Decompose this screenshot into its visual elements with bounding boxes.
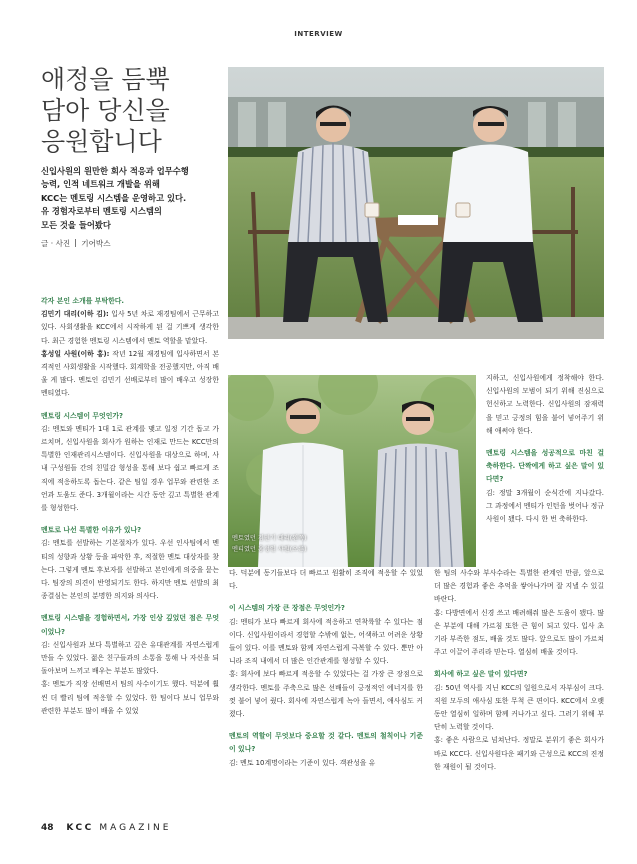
article-column-1 <box>41 295 219 718</box>
answer-paragraph: 홍: 멘토가 직장 선배면서 팀의 사수이기도 했다. 덕분에 훨씬 더 빨리 팀에 적응할 수 있었다. 한 팀이다 보니 업무와 관련한 부분도 많이 배울 수 있었 <box>41 680 219 715</box>
speaker-label: 홍성일 사원(이하 홍): <box>41 349 110 358</box>
answer-paragraph: 한 팀의 사수와 부사수라는 특별한 관계인 만큼, 앞으로 더 많은 경험과 좋은 추억을 쌓아나가며 잘 지낼 수 있길 바란다. <box>434 569 604 604</box>
answer-paragraph: 지하고, 신입사원에게 정착해야 한다. 신입사원의 모범이 되기 위해 진심으로 헌신하고 노력한다. 신입사원의 잠재력을 믿고 긍정의 힘을 불어 넣어주기 위해 애써야 한다. <box>486 374 604 435</box>
lead-line: KCC는 멘토링 시스템을 운영하고 있다. <box>41 192 187 203</box>
question-heading: 각자 본인 소개를 부탁한다. <box>41 297 125 305</box>
answer-paragraph: 홍: 회사에 보다 빠르게 적응할 수 있었다는 걸 가장 큰 장점으로 생각한다. 멘토를 주축으로 많은 선배들이 긍정적인 에너지를 한껏 불어 넣어 줬다. 회사에 자연스럽게 녹아 들면서, 애사심도 커졌다. <box>229 670 423 719</box>
answer-paragraph <box>41 308 219 348</box>
interview-photo-top <box>228 67 604 339</box>
caption-line: 멘토였던 김민기 대리(왼쪽) <box>232 535 307 542</box>
question-heading: 멘토의 역할이 무엇보다 중요할 것 같다. 멘토의 철칙이나 기준이 있나? <box>229 732 423 754</box>
lead-line: 신입사원의 원만한 회사 적응과 업무수행 <box>41 166 189 176</box>
answer-paragraph: 김: 멘토 10계명이라는 기준이 있다. 객관성을 유 <box>229 758 376 767</box>
answer-paragraph <box>41 348 219 401</box>
magazine-word: MAGAZINE <box>99 823 172 833</box>
answer-paragraph: 다. 덕분에 동기들보다 더 빠르고 원활히 조직에 적응할 수 있었다. <box>229 569 423 591</box>
lead-line: 유 경험자로부터 멘토링 시스템의 <box>41 206 162 217</box>
question-heading: 회사에 하고 싶은 말이 있다면? <box>434 670 528 679</box>
magazine-name <box>66 823 171 833</box>
article-column-3-top <box>486 372 604 526</box>
article-column-2 <box>229 567 423 770</box>
headline <box>41 64 241 157</box>
answer-text: 입사 5년 차로 재경팀에서 근무하고 있다. 사회생활을 KCC에서 시작하게 된 걸 기쁘게 생각한다. 최근 경험한 멘토링 시스템에서 멘토 역할을 맡았다. <box>41 310 219 345</box>
lead-paragraph <box>41 165 221 232</box>
answer-text: 작년 12월 재경팀에 입사하면서 본격적인 사회생활을 시작했다. 회계학을 전공했지만, 아직 배울 게 많다. 멘토인 김민기 선배로부터 많이 배우고 성장한 멘티였다. <box>41 349 219 398</box>
lead-line: 모든 것을 들어봤다 <box>41 219 111 230</box>
section-tag: INTERVIEW <box>294 30 343 38</box>
answer-paragraph: 김: 멘토를 선발하는 기본절차가 있다. 우선 인사팀에서 멘티의 성향과 상황 등을 파악한 후, 적절한 멘토 대상자를 찾는다. 그렇게 멘토 후보자를 선발하고 본인에게 의중을 묻는다. 팀장의 의견이 반영되기도 한다. 하지만 멘토 선발의 최종결심는 본인의 분명한 의지와 의사다. <box>41 539 219 601</box>
question-heading: 멘토링 시스템을 성공적으로 마친 걸 축하한다. 단짝에게 하고 싶은 말이 있다면? <box>486 449 604 484</box>
photo-caption <box>232 533 307 555</box>
question-heading: 이 시스템의 가장 큰 장점은 무엇인가? <box>229 604 345 613</box>
headline-line-3: 응원합니다 <box>41 127 162 156</box>
lead-line: 능력, 인적 네트워크 개발을 위해 <box>41 179 160 190</box>
photo-illustration <box>228 67 604 339</box>
question-heading: 멘토로 나선 특별한 이유가 있나? <box>41 526 142 535</box>
article-column-3-bottom <box>434 567 604 774</box>
page-number: 48 <box>41 823 54 833</box>
answer-paragraph: 홍: 다방면에서 신경 쓰고 배려해줘 많은 도움이 됐다. 많은 부분에 대해 가르침 또한 큰 힘이 되고 있다. 입사 초기라 부족한 점도, 배울 것도 많다. 앞으로도 많이 가르쳐주고 이끌어 주리라 믿는다. 열심히 배울 것이다. <box>434 608 604 657</box>
answer-paragraph: 김: 멘티가 보다 빠르게 회사에 적응하고 연착륙할 수 있다는 점이다. 신입사원이라서 경험할 수밖에 없는, 어색하고 어려운 상황들이 있다. 이를 멘토와 함께 자연스럽게 극복할 수 있다. 뿐만 아니라 조직 내에서 더 많은 인간관계를 형성할 수 있다. <box>229 617 423 666</box>
answer-paragraph: 홍: 좋은 사람으로 넘쳐난다. 정말로 분위기 좋은 회사가 바로 KCC다. 신입사원다운 패기와 근성으로 KCC의 진정한 재원이 될 것이다. <box>434 736 604 771</box>
byline-divider <box>75 239 76 247</box>
magazine-brand: KCC <box>66 823 94 833</box>
headline-line-1: 애정을 듬뿍 <box>41 65 170 94</box>
question-heading: 멘토링 시스템을 경험하면서, 가장 인상 깊었던 점은 무엇이었나? <box>41 614 219 636</box>
page-footer <box>41 823 171 833</box>
answer-paragraph: 김: 신입사원과 보다 특별하고 깊은 유대관계를 자연스럽게 만들 수 있었다. 젊은 친구들과의 소통을 통해 나 자신을 되돌아보며 느끼고 배우는 부분도 많았다. <box>41 640 219 676</box>
speaker-label: 김민기 대리(이하 김): <box>41 310 109 319</box>
byline-author: 기어박스 <box>81 239 111 248</box>
answer-paragraph: 김: 정말 3개월이 순식간에 지나갔다. 그 과정에서 멘티가 인턴을 벗어나 정규사원이 됐다. 다시 한 번 축하한다. <box>486 488 604 524</box>
question-heading: 멘토링 시스템이 무엇인가? <box>41 411 124 420</box>
headline-line-2: 담아 당신을 <box>41 96 170 125</box>
caption-line: 멘티였던 홍성일 사원(오른) <box>232 546 307 553</box>
byline <box>41 238 111 249</box>
answer-paragraph: 김: 멘토와 멘티가 1대 1로 관계를 맺고 일정 기간 돕고 가르치며, 신입사원을 회사가 원하는 인재로 만드는 KCC만의 특별한 인재관리시스템이다. 신입사원을 대상으로 하며, 사내 구성원들 간의 친밀감 형성을 통해 보다 쉽고 빠르게 조직에 적응하도록 돕는다. 같은 팀일 경우 업무와 관련한 조언과 도움도 준다. 3개월이라는 시간 동안 깊고 특별한 관계를 형성한다. <box>41 424 219 513</box>
answer-paragraph: 김: 50년 역사를 지닌 KCC의 일원으로서 자부심이 크다. 직원 모두의 애사심 또한 무척 큰 편이다. KCC에서 오랫동안 열심히 일하며 함께 커나가고 싶다. 그러기 위해 부단히 노력할 것이다. <box>434 683 604 732</box>
byline-label: 글 · 사진 <box>41 239 71 248</box>
